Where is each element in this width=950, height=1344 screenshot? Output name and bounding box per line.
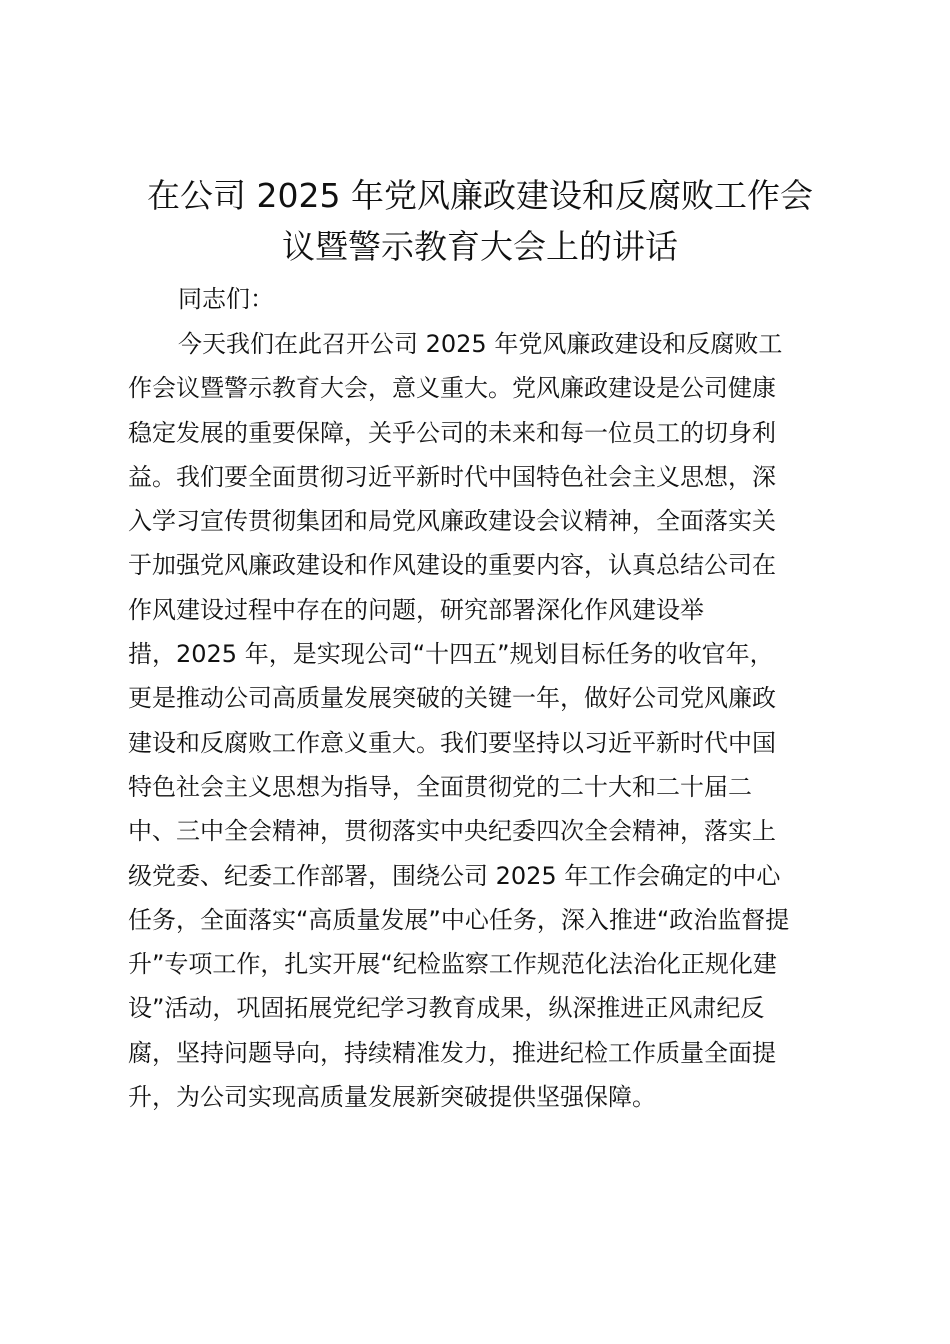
paragraph-line: 特色社会主义思想为指导，全面贯彻党的二十大和二十届二 — [128, 772, 752, 801]
paragraph-line: 稳定发展的重要保障，关乎公司的未来和每一位员工的切身利 — [128, 418, 776, 447]
paragraph-line: 于加强党风廉政建设和作风建设的重要内容，认真总结公司在 — [128, 551, 776, 580]
paragraph-line: 中、三中全会精神，贯彻落实中央纪委四次全会精神，落实上 — [128, 817, 776, 846]
paragraph-line: 今天我们在此召开公司 2025 年党风廉政建设和反腐败工 — [178, 330, 783, 358]
paragraph-line: 升，为公司实现高质量发展新突破提供坚强保障。 — [128, 1083, 656, 1112]
paragraph-line: 任务，全面落实“高质量发展”中心任务，深入推进“政治监督提 — [128, 905, 790, 934]
document-title-line-2: 议暨警示教育大会上的讲话 — [282, 227, 678, 266]
paragraph-line: 腐，坚持问题导向，持续精准发力，推进纪检工作质量全面提 — [128, 1038, 776, 1067]
paragraph-line: 益。我们要全面贯彻习近平新时代中国特色社会主义思想，深 — [128, 462, 776, 491]
paragraph-line: 设”活动，巩固拓展党纪学习教育成果，纵深推进正风肃纪反 — [128, 994, 765, 1023]
paragraph-line: 建设和反腐败工作意义重大。我们要坚持以习近平新时代中国 — [128, 728, 776, 757]
paragraph-line: 级党委、纪委工作部署，围绕公司 2025 年工作会确定的中心 — [128, 861, 781, 890]
speech-paragraph — [128, 322, 848, 1119]
greeting: 同志们： — [178, 285, 274, 313]
paragraph-line: 作会议暨警示教育大会，意义重大。党风廉政建设是公司健康 — [128, 374, 776, 403]
paragraph-line: 措，2025 年，是实现公司“十四五”规划目标任务的收官年， — [128, 640, 774, 669]
paragraph-line: 作风建设过程中存在的问题，研究部署深化作风建设举 — [128, 595, 704, 624]
document-title-line-1: 在公司 2025 年党风廉政建设和反腐败工作会 — [147, 176, 813, 215]
paragraph-line: 升”专项工作，扎实开展“纪检监察工作规范化法治化正规化建 — [128, 950, 777, 979]
paragraph-line: 更是推动公司高质量发展突破的关键一年，做好公司党风廉政 — [128, 684, 776, 713]
paragraph-line: 入学习宣传贯彻集团和局党风廉政建设会议精神，全面落实关 — [128, 507, 776, 536]
